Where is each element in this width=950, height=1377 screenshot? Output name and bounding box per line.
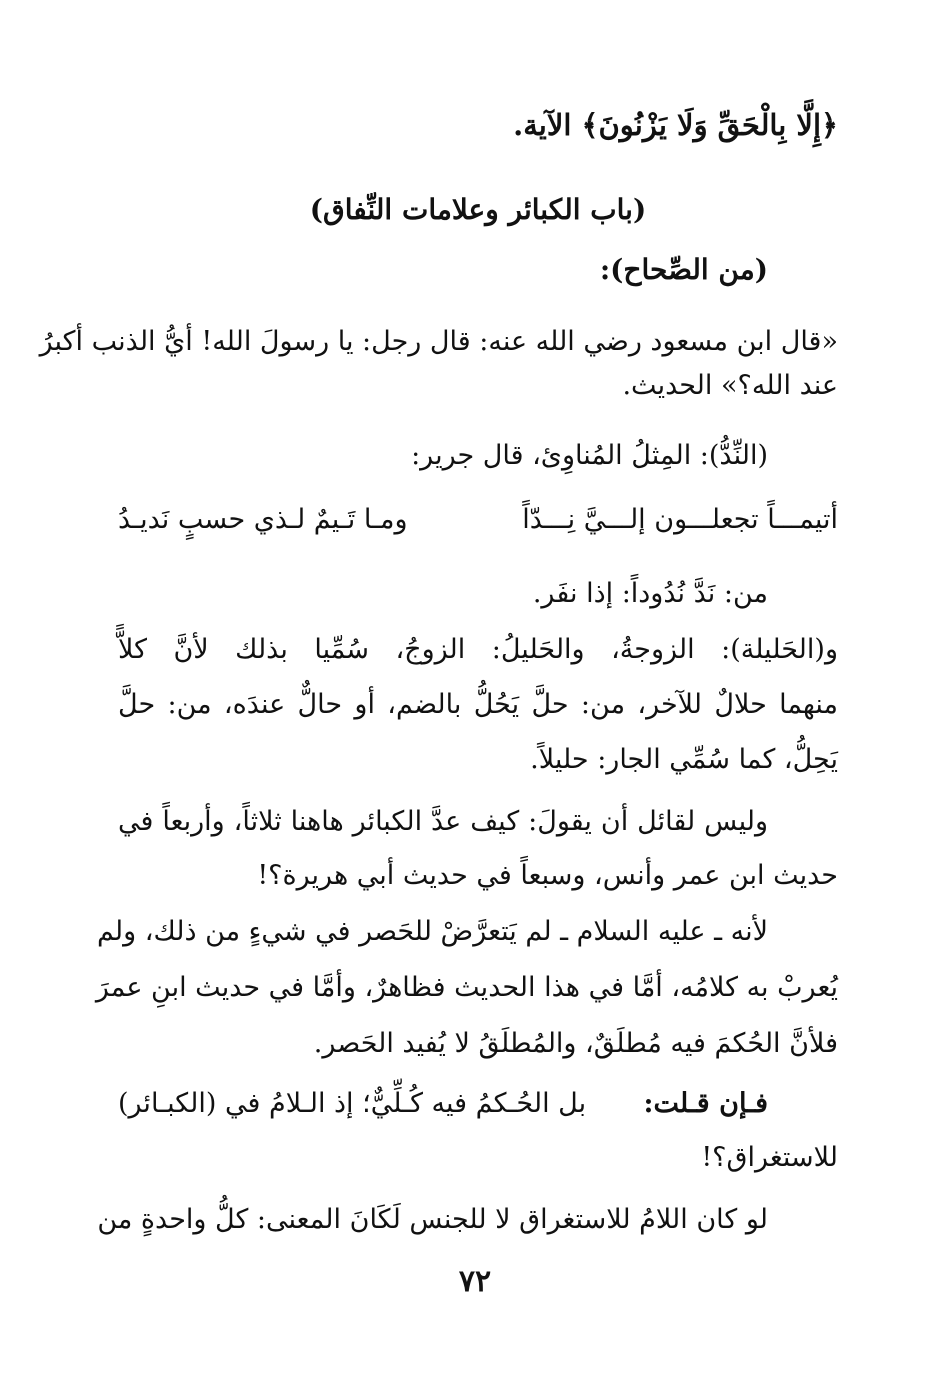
text-line: (النِّدُّ): المِثلُ المُناوِئ، قال جرير: <box>411 440 768 471</box>
poetry-verse <box>118 500 838 540</box>
text-line: للاستغراق؟! <box>701 1142 838 1173</box>
text-line: لو كان اللامُ للاستغراق لا للجنس لَكَانَ المعنى: كلُّ واحدةٍ من <box>97 1204 768 1235</box>
text-line: يَحِلُّ، كما سُمِّي الجار: حليلاً. <box>530 744 838 775</box>
text-line: وليس لقائل أن يقولَ: كيف عدَّ الكبائر هاهنا ثلاثاً، وأربعاً في <box>118 806 768 837</box>
text-line: «قال ابن مسعود رضي الله عنه: قال رجل: يا رسولَ الله! أيُّ الذنب أكبرُ <box>39 326 838 357</box>
quran-verse-fragment: ﴿إِلَّا بِالْحَقِّ وَلَا يَزْنُونَ﴾ الآية. <box>513 108 838 142</box>
text-line: عند الله؟» الحديث. <box>622 370 838 401</box>
text-line: حديث ابن عمر وأنس، وسبعاً في حديث أبي هريرة؟! <box>257 860 838 891</box>
text-line: من: نَدَّ نُدُوداً: إذا نفَر. <box>532 578 768 609</box>
verse-first-hemistich: أتيمـــاً تجعلـــون إلـــيَّ نِـــدّاً <box>522 504 838 535</box>
text-line: منهما حلالٌ للآخر، من: حلَّ يَحُلُّ بالضم، أو حالٌّ عندَه، من: حلَّ <box>118 689 838 720</box>
objection-label: فـإن قـلت: <box>643 1088 768 1119</box>
verse-second-hemistich: ومـا تَـيمٌ لـذي حسبٍ نَديـدُ <box>118 504 408 535</box>
text-line: لأنه ـ عليه السلام ـ لم يَتعرَّضْ للحَصر في شيءٍ من ذلك، ولم <box>96 916 768 947</box>
section-heading: (من الصِّحاح): <box>599 253 768 286</box>
text-line <box>118 1084 838 1124</box>
objection-text: بل الحُـكمُ فيه كُـلِّيٌّ؛ إذ الـلامُ في (الكبـائر) <box>118 1088 587 1119</box>
chapter-heading: (باب الكبائر وعلامات النِّفاق) <box>309 193 647 226</box>
text-line: يُعربْ به كلامُه، أمَّا في هذا الحديث فظاهرٌ، وأمَّا في حديث ابنِ عمرَ <box>95 972 838 1003</box>
text-line: فلأنَّ الحُكمَ فيه مُطلَقٌ، والمُطلَقُ لا يُفيد الحَصر. <box>313 1028 838 1059</box>
text-line: و(الحَليلة): الزوجةُ، والحَليلُ: الزوجُ، سُمِّيا بذلك لأنَّ كلاًّ <box>118 634 838 665</box>
page-number: ٧٢ <box>458 1264 492 1299</box>
